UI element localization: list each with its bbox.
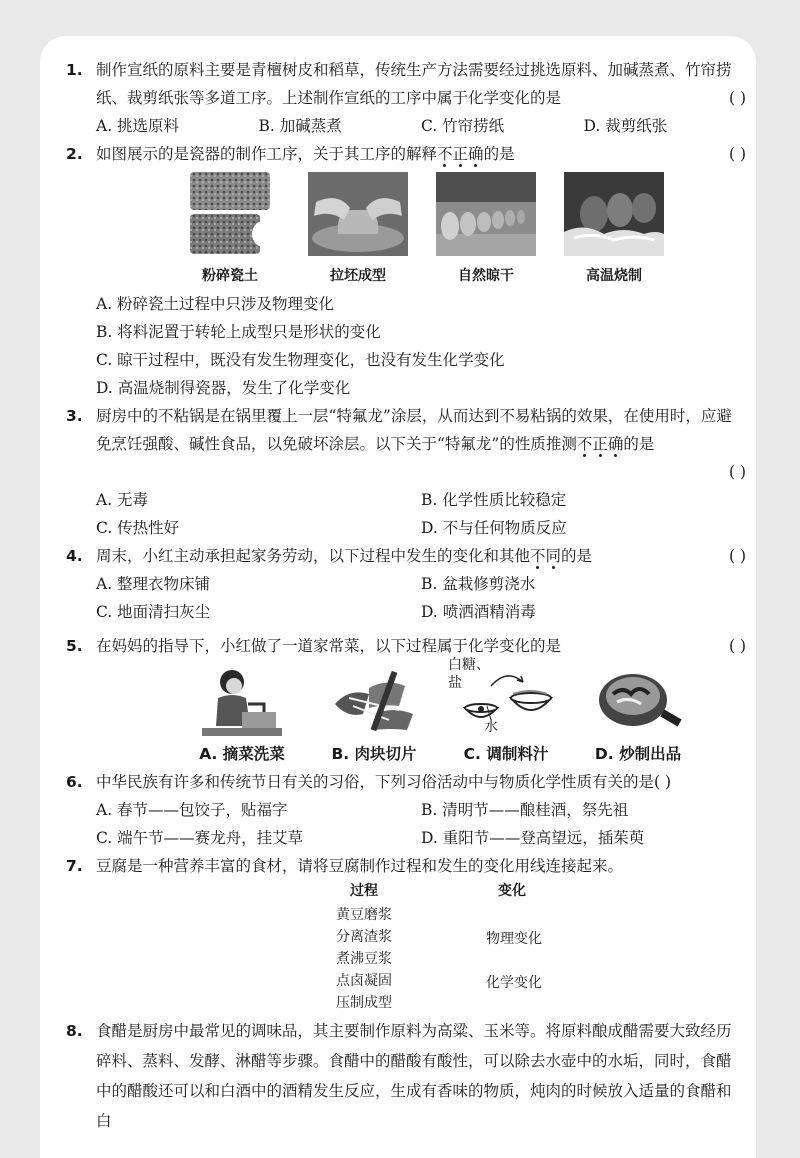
option-b[interactable]: B. 清明节——酿桂酒，祭先祖 — [421, 801, 629, 819]
change-item[interactable]: 物理变化 — [486, 931, 542, 947]
option-a[interactable]: A. 无毒 — [96, 491, 149, 509]
option-c[interactable]: C. 地面清扫灰尘 — [96, 603, 211, 621]
question-3 — [66, 402, 746, 486]
question-number: 2. — [66, 145, 83, 163]
photo-caption: 自然晾干 — [458, 268, 514, 284]
cooking-step-pictures — [66, 657, 746, 766]
option-b[interactable]: B. 盆栽修剪浇水 — [421, 575, 536, 593]
answer-paren: ( ) — [728, 89, 746, 107]
question-5 — [66, 632, 746, 660]
option-b[interactable]: B. 将料泥置于转轮上成型只是形状的变化 — [96, 323, 381, 341]
emphasis-char: 正 — [452, 145, 469, 163]
question-number: 4. — [66, 547, 83, 565]
kiln-firing-photo — [564, 172, 664, 256]
porcelain-process-photos — [66, 172, 746, 288]
crushed-clay-photo — [180, 172, 280, 256]
mixing-sauce-icon — [451, 664, 561, 738]
question-2 — [66, 140, 746, 168]
worksheet-page — [40, 36, 756, 1158]
option-d[interactable]: D. 裁剪纸张 — [583, 117, 668, 135]
question-text: 中华民族有许多和传统节日有关的习俗，下列习俗活动中与物质化学性质有关的是( ) — [96, 773, 672, 791]
pic-slice-meat — [308, 664, 440, 766]
sliced-meat-icon — [329, 664, 419, 738]
process-item[interactable]: 黄豆磨浆 — [336, 907, 392, 923]
option-c[interactable]: C. 竹帘捞纸 — [421, 117, 505, 135]
emphasis-char: 确 — [607, 435, 624, 453]
option-c[interactable]: C. 晾干过程中，既没有发生物理变化，也没有发生化学变化 — [96, 351, 505, 369]
q1-options — [66, 112, 746, 140]
sugar-label: 白糖、 — [448, 657, 490, 673]
answer-paren: ( ) — [728, 463, 746, 481]
emphasis-char: 不 — [437, 145, 453, 163]
process-header: 过程 — [350, 883, 378, 899]
stir-fry-icon — [593, 664, 683, 738]
option-d[interactable]: D. 高温烧制得瓷器，发生了化学变化 — [96, 379, 351, 397]
change-header: 变化 — [498, 883, 526, 899]
picture-caption: B. 肉块切片 — [331, 745, 417, 763]
salt-label: 盐 — [448, 675, 462, 691]
matching-table — [66, 880, 746, 1010]
question-1 — [66, 56, 746, 112]
option-d[interactable]: D. 重阳节——登高望远，插茱萸 — [421, 829, 645, 847]
question-7 — [66, 852, 746, 880]
question-number: 1. — [66, 61, 83, 79]
photo-caption: 粉碎瓷土 — [202, 268, 258, 284]
answer-paren: ( ) — [728, 145, 746, 163]
option-a[interactable]: A. 粉碎瓷土过程中只涉及物理变化 — [96, 295, 335, 313]
photo-kiln-firing — [550, 172, 678, 288]
emphasis-char: 确 — [468, 145, 484, 163]
answer-paren: ( ) — [728, 637, 746, 655]
question-list — [66, 56, 746, 1136]
emphasis-char: 不 — [530, 547, 546, 565]
answer-paren: ( ) — [728, 547, 746, 565]
q2-options — [66, 290, 746, 402]
option-b[interactable]: B. 加碱蒸煮 — [258, 117, 342, 135]
question-number: 5. — [66, 637, 83, 655]
picture-caption: D. 炒制出品 — [594, 745, 682, 763]
question-text: 如图展示的是瓷器的制作工序，关于其工序的解释不正确的是 ( ) — [66, 140, 746, 168]
emphasis-char: 正 — [592, 435, 608, 453]
option-d[interactable]: D. 喷洒酒精消毒 — [421, 603, 536, 621]
question-number: 7. — [66, 857, 83, 875]
question-6 — [66, 768, 746, 796]
photo-crushed-clay — [166, 172, 294, 288]
option-b[interactable]: B. 化学性质比较稳定 — [421, 491, 567, 509]
option-a[interactable]: A. 整理衣物床铺 — [96, 575, 211, 593]
picture-caption: A. 摘菜洗菜 — [199, 745, 285, 763]
question-text: 在妈妈的指导下，小红做了一道家常菜，以下过程属于化学变化的是 ( ) — [66, 632, 746, 660]
question-text: 豆腐是一种营养丰富的食材，请将豆腐制作过程和发生的变化用线连接起来。 — [96, 857, 624, 875]
q6-options — [66, 796, 746, 852]
photo-caption: 高温烧制 — [586, 268, 642, 284]
picture-caption: C. 调制料汁 — [463, 745, 549, 763]
question-text: 制作宣纸的原料主要是青檀树皮和稻草，传统生产方法需要经过挑选原料、加碱蒸煮、竹帘捞纸、裁剪纸张等多道工序。上述制作宣纸的工序中属于化学变化的是 ( ) — [66, 56, 746, 112]
pottery-wheel-photo — [308, 172, 408, 256]
question-number: 3. — [66, 407, 83, 425]
question-4 — [66, 542, 746, 570]
option-a[interactable]: A. 挑选原料 — [96, 117, 180, 135]
pic-wash-vegetables — [176, 664, 308, 766]
process-item[interactable]: 分离渣浆 — [336, 929, 392, 945]
change-item[interactable]: 化学变化 — [486, 975, 542, 991]
photo-pottery-wheel — [294, 172, 422, 288]
q4-options — [66, 570, 746, 626]
option-c[interactable]: C. 端午节——赛龙舟，挂艾草 — [96, 829, 304, 847]
pic-mix-sauce — [440, 657, 572, 766]
process-item[interactable]: 煮沸豆浆 — [336, 951, 392, 967]
question-text: 食醋是厨房中最常见的调味品，其主要制作原料为高粱、玉米等。将原料酿成醋需要大致经历碎料、蒸料、发酵、淋醋等步骤。食醋中的醋酸有酸性，可以除去水壶中的水垢，同时，食醋中的醋酸还可以和白酒中的酒精发生反应，生成有香味的物质，炖肉的时候放入适量的食醋和白 — [96, 1022, 732, 1130]
drying-pots-photo — [436, 172, 536, 256]
q3-options — [66, 486, 746, 542]
option-a[interactable]: A. 春节——包饺子，贴福字 — [96, 801, 288, 819]
option-c[interactable]: C. 传热性好 — [96, 519, 180, 537]
washing-vegetables-icon — [202, 664, 282, 738]
question-number: 6. — [66, 773, 83, 791]
emphasis-char: 不 — [576, 435, 593, 453]
process-item[interactable]: 点卤凝固 — [336, 973, 392, 989]
answer-paren: ( ) — [654, 773, 672, 791]
emphasis-char: 同 — [545, 547, 562, 565]
process-item[interactable]: 压制成型 — [336, 995, 392, 1011]
question-8 — [66, 1016, 746, 1136]
question-number: 8. — [66, 1022, 83, 1040]
photo-drying-pots — [422, 172, 550, 288]
photo-caption: 拉坯成型 — [330, 268, 386, 284]
option-d[interactable]: D. 不与任何物质反应 — [421, 519, 567, 537]
question-text: 周末，小红主动承担起家务劳动，以下过程中发生的变化和其他不同的是 ( ) — [66, 542, 746, 570]
pic-stir-fry — [572, 664, 704, 766]
question-text: 厨房中的不粘锅是在锅里覆上一层“特氟龙”涂层，从而达到不易粘锅的效果，在使用时，应避免烹饪强酸、碱性食品，以免破坏涂层。以下关于“特氟龙”的性质推测不正确的是 — [96, 407, 732, 453]
water-label: 水 — [484, 719, 498, 735]
